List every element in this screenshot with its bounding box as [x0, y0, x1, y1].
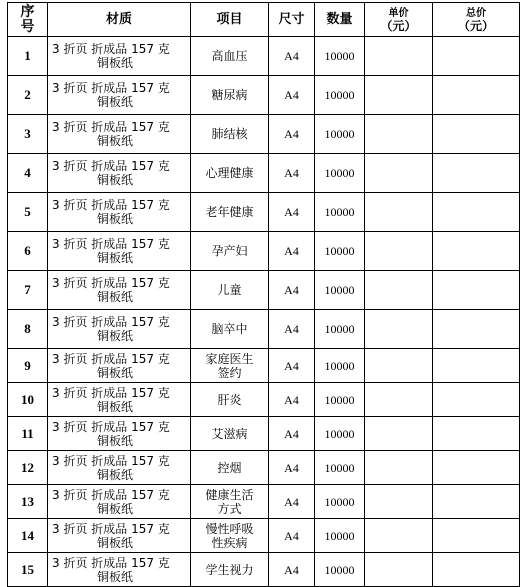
row-material — [48, 115, 191, 154]
row-size: A4 — [269, 553, 315, 587]
row-index: 10 — [8, 383, 48, 417]
header-size: 尺寸 — [269, 3, 315, 37]
row-index: 5 — [8, 193, 48, 232]
table-row — [8, 115, 520, 154]
row-quantity: 10000 — [315, 451, 365, 485]
row-project: 脑卒中 — [191, 310, 269, 349]
row-index: 11 — [8, 417, 48, 451]
row-material-line2: 铜板纸 — [97, 399, 134, 414]
row-quantity: 10000 — [315, 349, 365, 383]
row-project: 孕产妇 — [191, 232, 269, 271]
row-total-price — [433, 154, 520, 193]
row-material — [48, 310, 191, 349]
row-material-line1: 3 折页 折成品 157 克 — [52, 351, 170, 366]
table-row — [8, 519, 520, 553]
row-material-line1: 3 折页 折成品 157 克 — [52, 120, 170, 134]
row-quantity: 10000 — [315, 383, 365, 417]
row-total-price — [433, 383, 520, 417]
row-material-line1: 3 折页 折成品 157 克 — [52, 521, 170, 536]
header-total-price-label: 总价 — [466, 7, 486, 19]
row-material — [48, 349, 191, 383]
row-material — [48, 417, 191, 451]
header-quantity: 数量 — [315, 3, 365, 37]
row-material-line2: 铜板纸 — [97, 501, 134, 516]
table-row — [8, 37, 520, 76]
row-index: 3 — [8, 115, 48, 154]
row-quantity: 10000 — [315, 232, 365, 271]
row-material-line2: 铜板纸 — [97, 365, 134, 380]
row-quantity: 10000 — [315, 519, 365, 553]
row-material-line2: 铜板纸 — [97, 173, 134, 187]
header-unit-price-unit: （元） — [380, 18, 417, 33]
table-row — [8, 553, 520, 587]
row-material — [48, 383, 191, 417]
row-material-line1: 3 折页 折成品 157 克 — [52, 81, 170, 95]
row-index: 15 — [8, 553, 48, 587]
row-project: 慢性呼吸性疾病 — [191, 519, 269, 553]
row-quantity: 10000 — [315, 76, 365, 115]
table-row — [8, 154, 520, 193]
table-row — [8, 451, 520, 485]
row-unit-price — [365, 519, 433, 553]
header-row — [8, 3, 520, 37]
row-material-line2: 铜板纸 — [97, 251, 134, 265]
row-index: 13 — [8, 485, 48, 519]
row-size: A4 — [269, 37, 315, 76]
row-material-line1: 3 折页 折成品 157 克 — [52, 419, 170, 434]
row-unit-price — [365, 310, 433, 349]
row-total-price — [433, 232, 520, 271]
table-row — [8, 232, 520, 271]
table-row — [8, 417, 520, 451]
row-project: 艾滋病 — [191, 417, 269, 451]
row-total-price — [433, 115, 520, 154]
row-project: 糖尿病 — [191, 76, 269, 115]
row-total-price — [433, 417, 520, 451]
table-row — [8, 193, 520, 232]
row-unit-price — [365, 417, 433, 451]
row-total-price — [433, 485, 520, 519]
row-unit-price — [365, 232, 433, 271]
header-index: 序号 — [8, 3, 48, 37]
row-unit-price — [365, 76, 433, 115]
row-quantity: 10000 — [315, 553, 365, 587]
row-material-line1: 3 折页 折成品 157 克 — [52, 276, 170, 290]
row-material-line2: 铜板纸 — [97, 134, 134, 148]
row-quantity: 10000 — [315, 417, 365, 451]
header-unit-price — [365, 3, 433, 37]
row-total-price — [433, 37, 520, 76]
row-material-line1: 3 折页 折成品 157 克 — [52, 555, 170, 570]
row-material-line2: 铜板纸 — [97, 212, 134, 226]
row-quantity: 10000 — [315, 115, 365, 154]
row-material-line1: 3 折页 折成品 157 克 — [52, 453, 170, 468]
row-index: 12 — [8, 451, 48, 485]
row-material-line1: 3 折页 折成品 157 克 — [52, 487, 170, 502]
table-row — [8, 76, 520, 115]
row-project: 高血压 — [191, 37, 269, 76]
row-size: A4 — [269, 271, 315, 310]
row-total-price — [433, 553, 520, 587]
row-total-price — [433, 349, 520, 383]
row-material-line1: 3 折页 折成品 157 克 — [52, 385, 170, 400]
table-row — [8, 310, 520, 349]
row-material — [48, 485, 191, 519]
row-size: A4 — [269, 349, 315, 383]
row-total-price — [433, 519, 520, 553]
row-quantity: 10000 — [315, 193, 365, 232]
row-unit-price — [365, 115, 433, 154]
row-material — [48, 76, 191, 115]
row-material-line2: 铜板纸 — [97, 569, 134, 584]
row-size: A4 — [269, 417, 315, 451]
table-row — [8, 349, 520, 383]
table-row — [8, 383, 520, 417]
row-material-line2: 铜板纸 — [97, 433, 134, 448]
row-total-price — [433, 451, 520, 485]
row-unit-price — [365, 349, 433, 383]
row-material-line1: 3 折页 折成品 157 克 — [52, 237, 170, 251]
row-material-line2: 铜板纸 — [97, 329, 134, 343]
row-material-line1: 3 折页 折成品 157 克 — [52, 159, 170, 173]
row-size: A4 — [269, 232, 315, 271]
header-unit-price-label: 单价 — [388, 7, 409, 19]
price-table — [7, 2, 520, 587]
row-size: A4 — [269, 383, 315, 417]
row-quantity: 10000 — [315, 37, 365, 76]
row-quantity: 10000 — [315, 485, 365, 519]
row-material — [48, 553, 191, 587]
row-material — [48, 193, 191, 232]
row-size: A4 — [269, 193, 315, 232]
row-material — [48, 451, 191, 485]
row-index: 7 — [8, 271, 48, 310]
row-total-price — [433, 76, 520, 115]
row-size: A4 — [269, 519, 315, 553]
row-index: 14 — [8, 519, 48, 553]
row-material — [48, 154, 191, 193]
row-project: 肝炎 — [191, 383, 269, 417]
row-total-price — [433, 271, 520, 310]
row-material — [48, 37, 191, 76]
header-material: 材质 — [48, 3, 191, 37]
row-quantity: 10000 — [315, 154, 365, 193]
header-total-price — [433, 3, 520, 37]
header-project: 项目 — [191, 3, 269, 37]
row-quantity: 10000 — [315, 310, 365, 349]
row-material-line2: 铜板纸 — [97, 95, 134, 109]
row-material-line2: 铜板纸 — [97, 535, 134, 550]
row-material-line1: 3 折页 折成品 157 克 — [52, 315, 170, 329]
header-total-price-unit: （元） — [457, 18, 494, 33]
row-index: 4 — [8, 154, 48, 193]
row-total-price — [433, 193, 520, 232]
row-unit-price — [365, 485, 433, 519]
row-material-line2: 铜板纸 — [97, 467, 134, 482]
row-material-line1: 3 折页 折成品 157 克 — [52, 42, 170, 56]
row-size: A4 — [269, 485, 315, 519]
row-size: A4 — [269, 310, 315, 349]
row-unit-price — [365, 553, 433, 587]
row-material — [48, 232, 191, 271]
row-project: 家庭医生签约 — [191, 349, 269, 383]
row-index: 9 — [8, 349, 48, 383]
row-project: 老年健康 — [191, 193, 269, 232]
row-index: 6 — [8, 232, 48, 271]
row-index: 8 — [8, 310, 48, 349]
row-size: A4 — [269, 154, 315, 193]
row-index: 1 — [8, 37, 48, 76]
row-total-price — [433, 310, 520, 349]
row-material-line1: 3 折页 折成品 157 克 — [52, 198, 170, 212]
row-unit-price — [365, 383, 433, 417]
row-material — [48, 271, 191, 310]
row-size: A4 — [269, 451, 315, 485]
table-row — [8, 485, 520, 519]
row-unit-price — [365, 37, 433, 76]
row-material-line2: 铜板纸 — [97, 290, 134, 304]
row-unit-price — [365, 193, 433, 232]
row-quantity: 10000 — [315, 271, 365, 310]
row-size: A4 — [269, 115, 315, 154]
row-unit-price — [365, 154, 433, 193]
row-material — [48, 519, 191, 553]
row-project: 健康生活方式 — [191, 485, 269, 519]
row-project: 儿童 — [191, 271, 269, 310]
table-body — [8, 37, 520, 587]
row-size: A4 — [269, 76, 315, 115]
row-project: 控烟 — [191, 451, 269, 485]
row-index: 2 — [8, 76, 48, 115]
row-unit-price — [365, 271, 433, 310]
row-project: 肺结核 — [191, 115, 269, 154]
row-unit-price — [365, 451, 433, 485]
table-row — [8, 271, 520, 310]
row-project: 心理健康 — [191, 154, 269, 193]
row-project: 学生视力 — [191, 553, 269, 587]
row-material-line2: 铜板纸 — [97, 56, 134, 70]
